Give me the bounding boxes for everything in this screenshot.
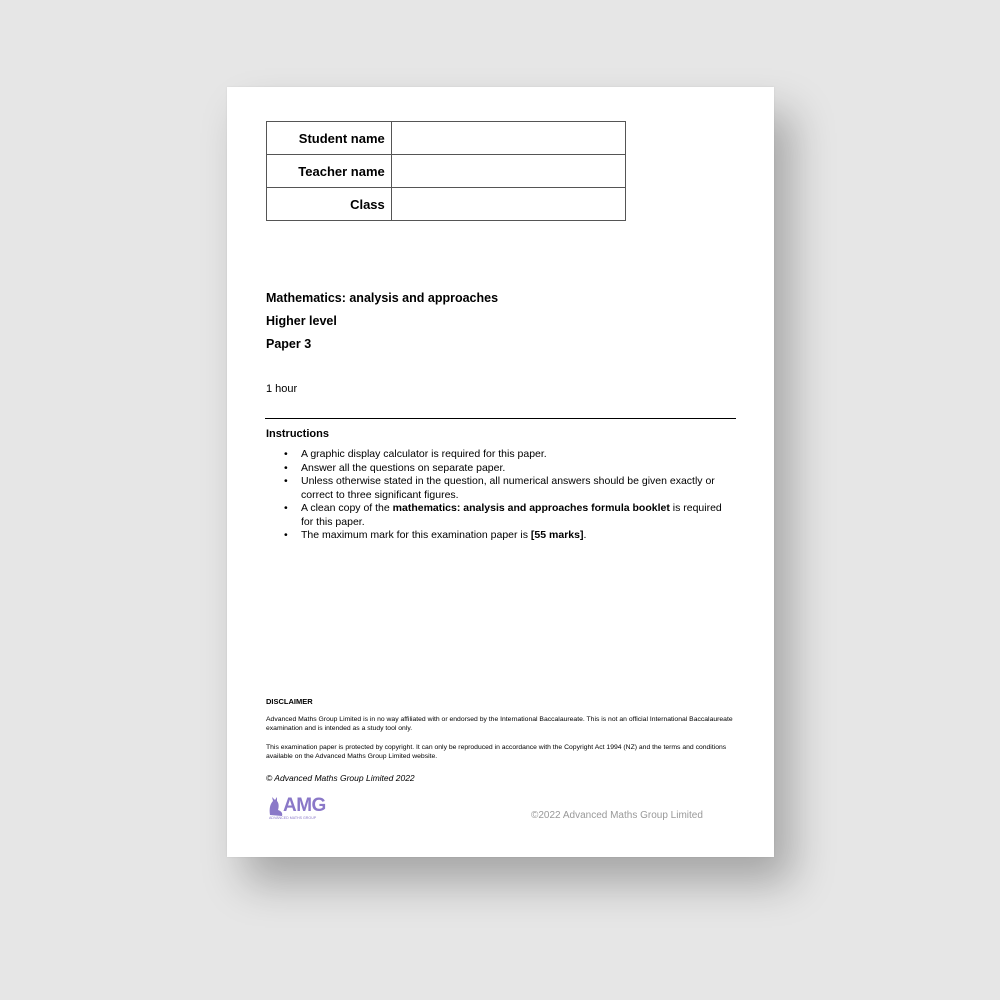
instruction-text-post: . <box>583 529 587 541</box>
instruction-text-post: is required for this paper. <box>301 502 722 528</box>
student-name-label: Student name <box>267 122 392 155</box>
student-name-row <box>267 122 626 155</box>
class-field[interactable] <box>391 188 625 221</box>
instruction-item <box>266 529 736 543</box>
instruction-item <box>266 502 736 529</box>
instruction-item <box>266 448 736 462</box>
instruction-text: A graphic display calculator is required for this paper. <box>301 448 547 460</box>
instruction-item <box>266 475 736 502</box>
exam-page <box>227 87 774 857</box>
amg-logo <box>267 795 331 823</box>
exam-level: Higher level <box>266 314 337 328</box>
section-divider <box>265 418 736 419</box>
class-label: Class <box>267 188 392 221</box>
class-row <box>267 188 626 221</box>
teacher-name-label: Teacher name <box>267 155 392 188</box>
disclaimer-paragraph-affiliation: Advanced Maths Group Limited is in no way affiliated with or endorsed by the International Baccalaureate. This is not an official International Baccalaureate examination and is intended as a study tool only. <box>266 716 733 732</box>
instruction-text-pre: The maximum mark for this examination paper is <box>301 529 531 541</box>
footer-copyright: ©2022 Advanced Maths Group Limited <box>531 810 703 821</box>
disclaimer-paragraph-copyright: This examination paper is protected by copyright. It can only be reproduced in accordance with the Copyright Act 1994 (NZ) and the terms and conditions available on the Advanced Maths Group Limited website. <box>266 744 727 760</box>
instruction-text: Unless otherwise stated in the question, all numerical answers should be given exactly or correct to three significant figures. <box>301 475 715 501</box>
disclaimer-heading: DISCLAIMER <box>266 697 313 706</box>
instructions-heading: Instructions <box>266 428 329 440</box>
max-marks: [55 marks] <box>530 529 584 541</box>
student-info-table <box>266 121 626 221</box>
logo-subtext: ADVANCED MATHS GROUP <box>269 816 317 820</box>
student-name-field[interactable] <box>391 122 625 155</box>
instruction-text: Answer all the questions on separate paper. <box>301 461 506 474</box>
exam-subject: Mathematics: analysis and approaches <box>266 291 499 305</box>
copyright-notice: © Advanced Maths Group Limited 2022 <box>266 773 415 783</box>
logo-wordmark: AMG <box>283 795 326 816</box>
formula-booklet-name: mathematics: analysis and approaches formula booklet <box>392 502 670 514</box>
instructions-list <box>266 448 736 543</box>
teacher-name-field[interactable] <box>391 155 625 188</box>
instruction-text-pre: A clean copy of the <box>301 502 393 514</box>
teacher-name-row <box>267 155 626 188</box>
instruction-item <box>266 462 736 476</box>
exam-paper: Paper 3 <box>266 337 312 351</box>
exam-duration: 1 hour <box>266 383 298 395</box>
